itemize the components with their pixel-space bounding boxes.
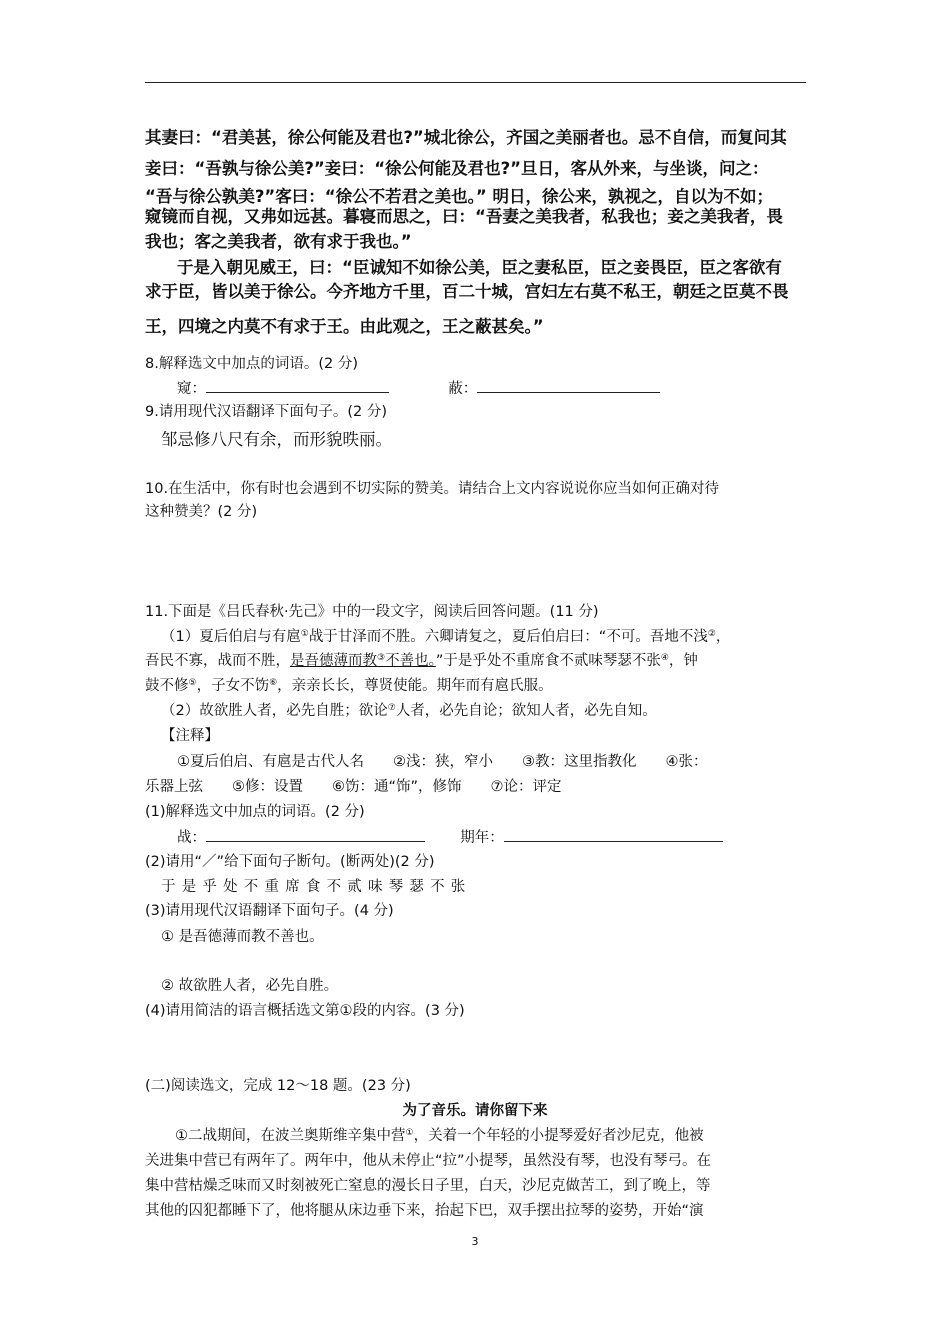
notes-line: ①夏后伯启、有扈是古代人名 ②浅：狭，窄小 ③教：这里指教化 ④张： — [177, 754, 708, 770]
subquestion-2-title: (2)请用“／”给下面句子断句。(断两处)(2 分) — [145, 854, 435, 870]
subquestion-1-answers — [177, 826, 723, 847]
passage-line: （2）故欲胜人者，必先自胜；欲论⑦人者，必先自论；欲知人者，必先自知。 — [161, 703, 657, 719]
question-10-line: 10.在生活中，你有时也会遇到不切实际的赞美。请结合上文内容说说你应当如何正确对待 — [145, 481, 720, 497]
answer-label: 期年： — [460, 830, 504, 846]
question-9-sentence: 邹忌修八尺有余，而形貌昳丽。 — [161, 430, 392, 449]
question-8-answers — [177, 377, 660, 398]
notes-title: 【注释】 — [161, 728, 219, 744]
article-line: 其他的囚犯都睡下了，他将腿从床边垂下来，抬起下巴，双手摆出拉琴的姿势，开始“演 — [145, 1203, 704, 1219]
article-line: ①二战期间，在波兰奥斯维辛集中营①，关着一个年轻的小提琴爱好者沙尼克，他被 — [175, 1128, 704, 1144]
question-10-line: 这种赞美？(2 分) — [145, 504, 258, 520]
answer-label: 窥： — [177, 381, 206, 397]
answer-label: 战： — [177, 830, 206, 846]
passage-line: （1）夏后伯启与有扈①战于甘泽而不胜。六卿请复之，夏后伯启曰：“不可。吾地不浅②， — [161, 629, 731, 645]
subquestion-4-title: (4)请用简洁的语言概括选文第①段的内容。(3 分) — [145, 1003, 465, 1019]
subquestion-3-title: (3)请用现代汉语翻译下面句子。(4 分) — [145, 903, 394, 919]
answer-blank[interactable] — [206, 827, 425, 842]
answer-blank[interactable] — [206, 378, 389, 393]
answer-blank[interactable] — [504, 827, 723, 842]
subquestion-2-sentence: 于是乎处不重席食不贰味琴瑟不张 — [161, 879, 472, 895]
passage-line: 求于臣，皆以美于徐公。今齐地方千里，百二十城，宫妇左右莫不私王，朝廷之臣莫不畏 — [145, 282, 789, 301]
question-9-title: 9.请用现代汉语翻译下面句子。(2 分) — [145, 404, 387, 420]
passage-line: 我也；客之美我者，欲有求于我也。” — [145, 232, 412, 251]
passage-line: “吾与徐公孰美?”客曰：“徐公不若君之美也。” 明日，徐公来，孰视之，自以为不如； — [145, 187, 773, 206]
underlined-sentence: 是吾德薄而教③不善也。 — [290, 653, 436, 669]
passage-line: 鼓不修⑤，子女不饬⑥，亲亲长长，尊贤使能。期年而有扈氏服。 — [145, 678, 553, 694]
answer-label: 蔽： — [448, 381, 478, 397]
passage-line: 妾曰：“吾孰与徐公美?”妾曰：“徐公何能及君也?”旦日，客从外来，与坐谈，问之： — [145, 159, 769, 178]
article-line: 集中营枯燥乏味而又时刻被死亡窒息的漫长日子里，白天，沙尼克做苦工，到了晚上，等 — [145, 1178, 711, 1194]
article-title: 为了音乐。请你留下来 — [402, 1103, 548, 1119]
page-number: 3 — [471, 1235, 479, 1248]
article-line: 关进集中营已有两年了。两年中，他从未停止“拉”小提琴，虽然没有琴，也没有琴弓。在 — [145, 1153, 712, 1169]
subquestion-1-title: (1)解释选文中加点的词语。(2 分) — [145, 804, 365, 820]
question-8-title: 8.解释选文中加点的词语。(2 分) — [145, 356, 358, 372]
notes-line: 乐器上弦 ⑤修：设置 ⑥饬：通“饰”，修饰 ⑦论：评定 — [145, 779, 562, 795]
passage-line: 其妻曰：“君美甚，徐公何能及君也?”城北徐公，齐国之美丽者也。忌不自信，而复问其 — [145, 128, 787, 147]
subquestion-3-item: ① 是吾德薄而教不善也。 — [161, 929, 324, 945]
question-11-title: 11.下面是《吕氏春秋·先己》中的一段文字，阅读后回答问题。(11 分) — [145, 604, 599, 620]
passage-line: 窥镜而自视，又弗如远甚。暮寝而思之，曰：“吾妻之美我者，私我也；妾之美我者，畏 — [145, 207, 783, 226]
passage-line: 于是入朝见威王，曰：“臣诚知不如徐公美，臣之妻私臣，臣之妾畏臣，臣之客欲有 — [177, 258, 782, 277]
section-heading: (二)阅读选文，完成 12～18 题。(23 分) — [145, 1078, 411, 1094]
answer-blank[interactable] — [477, 378, 660, 393]
passage-line: 王，四境之内莫不有求于王。由此观之，王之蔽甚矣。” — [145, 317, 544, 336]
passage-line: 吾民不寡，战而不胜，是吾德薄而教③不善也。”于是乎处不重席食不贰味琴瑟不张④，钟 — [145, 653, 698, 669]
subquestion-3-item: ② 故欲胜人者，必先自胜。 — [161, 978, 339, 994]
header-rule — [145, 82, 806, 83]
